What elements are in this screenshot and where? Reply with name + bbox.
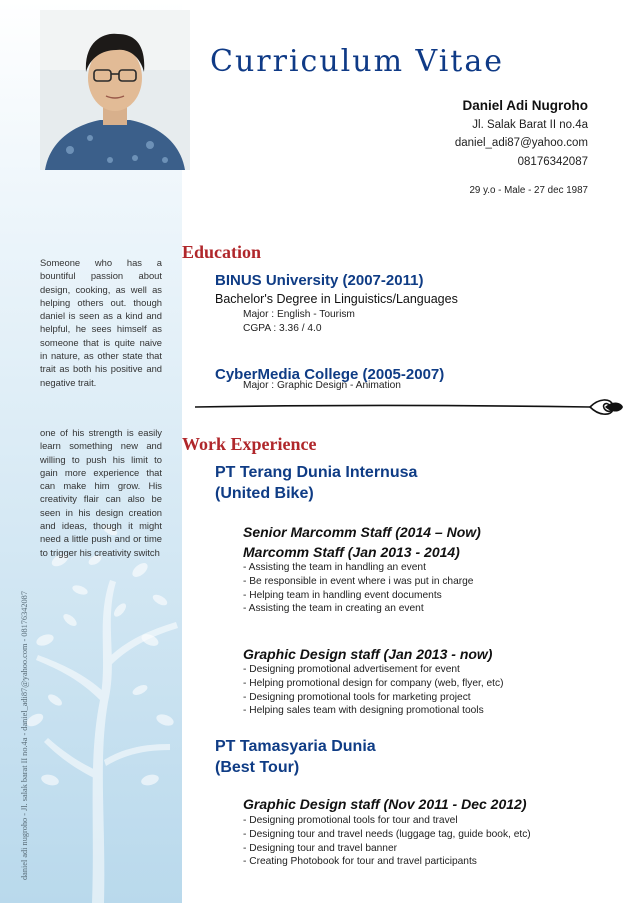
bio-paragraph-2: one of his strength is easily learn something new and willing to push his limit to gain more experience that can make him grow. His creativity flair can also be seen in his design creation and ideas, though it might need a little push and or time to trigger his creativity switch — [40, 427, 162, 558]
job-title — [243, 522, 481, 562]
school-name: BINUS University (2007-2011) — [215, 272, 424, 289]
education-heading: Education — [182, 242, 262, 262]
task-item: - Helping team in handling event documents — [243, 589, 442, 601]
school-major: Major : Graphic Design - Animation — [243, 380, 401, 391]
school-name: CyberMedia College (2005-2007) — [215, 366, 445, 383]
school-gpa: CGPA : 3.36 / 4.0 — [243, 323, 322, 334]
profile-photo — [40, 10, 190, 170]
task-item: - Helping sales team with designing promotional tools — [243, 705, 484, 717]
job-title-line: Graphic Design staff (Jan 2013 - now) — [243, 646, 493, 662]
task-item: - Designing promotional tools for tour and travel — [243, 815, 458, 826]
company-name-line: PT Terang Dunia Internusa — [215, 464, 418, 481]
applicant-name: Daniel Adi Nugroho — [462, 98, 588, 113]
task-list — [243, 663, 503, 718]
school-degree: Bachelor's Degree in Linguistics/Languages — [215, 292, 458, 306]
job-title-line: Marcomm Staff (Jan 2013 - 2014) — [243, 544, 460, 560]
task-item: - Designing promotional tools for marketing project — [243, 691, 471, 703]
company-brand: (Best Tour) — [215, 759, 300, 776]
task-item: - Designing tour and travel needs (luggage tag, guide book, etc) — [243, 828, 531, 840]
job-title — [243, 644, 492, 664]
job-title — [243, 794, 526, 814]
sidebar-contact-vertical: daniel adi nugroho - Jl. salak barat II no.4a - daniel_adi87@yahoo.com - 08176342087 — [20, 591, 29, 880]
company-name-line: PT Tamasyaria Dunia — [215, 738, 376, 755]
task-item: - Assisting the team in creating an event — [243, 603, 424, 615]
work-experience-heading: Work Experience — [182, 434, 317, 454]
task-list — [243, 561, 473, 616]
applicant-personal-info: 29 y.o - Male - 27 dec 1987 — [469, 185, 588, 196]
company-name — [215, 462, 417, 504]
job-title-line: Senior Marcomm Staff (2014 – Now) — [243, 524, 481, 540]
task-item: - Assisting the team in handling an event — [243, 562, 426, 573]
job-title-line: Graphic Design staff (Nov 2011 - Dec 2012) — [243, 796, 527, 812]
company-brand: (United Bike) — [215, 485, 314, 502]
applicant-phone: 08176342087 — [517, 156, 588, 168]
task-item: - Creating Photobook for tour and travel participants — [243, 856, 477, 868]
task-item: - Designing promotional advertisement for event — [243, 664, 460, 675]
page-title: Curriculum Vitae — [209, 44, 504, 79]
task-item: - Be responsible in event where i was put in charge — [243, 575, 474, 587]
task-item: - Helping promotional design for company (web, flyer, etc) — [243, 677, 504, 689]
task-list — [243, 814, 531, 869]
ornament-divider — [195, 394, 625, 420]
company-name — [215, 736, 376, 778]
task-item: - Designing tour and travel banner — [243, 842, 398, 854]
bio-paragraph-1: Someone who has a bountiful passion about design, cooking, as well as helping others out. though daniel is seen as a kind and helpful, he sees himself as someone that is quite naive in nature, as other state that trait as both his positive and negative trait. — [40, 257, 162, 388]
applicant-address: Jl. Salak Barat II no.4a — [472, 119, 588, 131]
school-major: Major : English - Tourism — [243, 309, 355, 320]
applicant-email: daniel_adi87@yahoo.com — [454, 137, 588, 149]
